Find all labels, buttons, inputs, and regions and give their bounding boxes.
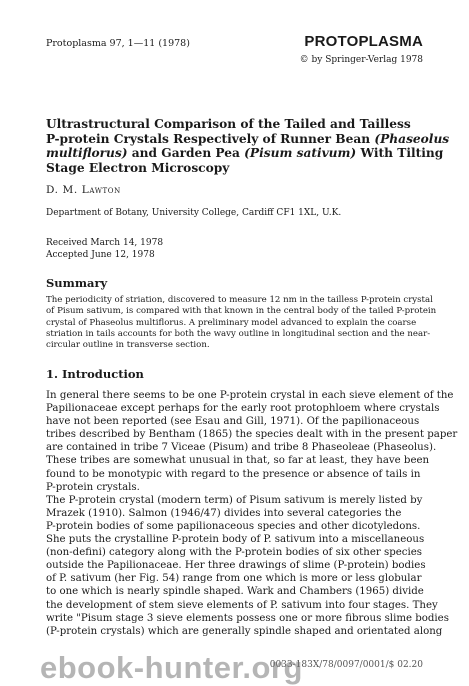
received-date: Received March 14, 1978 [46, 238, 164, 248]
title-line-2: P-protein Crystals Respectively of Runner Bean [46, 131, 375, 146]
summary-line: crystal of Phaseolus multiflorus. A preliminary model advanced to explain the coarse [46, 317, 417, 328]
intro-line: These tribes are somewhat unusual in that, so far at least, they have been [46, 455, 430, 467]
intro-line: P-protein crystals. [46, 481, 140, 493]
introduction-heading: 1. Introduction [46, 367, 144, 381]
intro-line: are contained in tribe 7 Viceae (Pisum) and tribe 8 Phaseoleae (Phaseolus). [46, 442, 437, 454]
summary-line: of Pisum sativum, is compared with that known in the central body of the tailed P-protein [46, 306, 437, 317]
received-accepted-dates [46, 238, 163, 261]
summary-heading: Summary [46, 276, 108, 290]
intro-line: found to be monotypic with regard to the presence or absence of tails in [46, 468, 421, 480]
intro-line: She puts the crystalline P-protein body of P. sativum into a miscellaneous [46, 534, 425, 546]
intro-line: the development of stem sieve elements of P. sativum into four stages. They [46, 599, 438, 611]
intro-line: have not been reported (see Esau and Gill, 1971). Of the papilionaceous [46, 416, 420, 428]
introduction-body [46, 389, 458, 638]
author-text: D. M. Lawton [46, 184, 121, 196]
author-name [46, 184, 121, 196]
title-line-1: Ultrastructural Comparison of the Tailed and Tailless [46, 117, 411, 131]
title-and-garden-pea: and Garden Pea [127, 146, 245, 160]
title-with-tilting: With Tilting [356, 146, 444, 160]
intro-line: (P-protein crystals) which are generally spindle shaped and orientated along [46, 625, 443, 637]
watermark: ebook-hunter.org [40, 650, 303, 685]
intro-line: Papilionaceae except perhaps for the early root protophloem where crystals [46, 403, 440, 415]
author-affiliation: Department of Botany, University College, Cardiff CF1 1XL, U.K. [46, 208, 342, 218]
summary-line: striation in tails accounts for both the wavy outline in longitudinal section and the near- [46, 328, 431, 339]
summary-line: The periodicity of striation, discovered to measure 12 nm in the tailless P-protein crystal [46, 295, 433, 305]
intro-line: write "Pisum stage 3 sieve elements possess one or more fibrous slime bodies [46, 612, 449, 624]
summary-line: circular outline in transverse section. [46, 340, 210, 351]
intro-line: P-protein bodies of some papilionaceous species and other dicotyledons. [46, 520, 421, 532]
copyright-notice: © by Springer-Verlag 1978 [299, 55, 423, 65]
title-line-4: Stage Electron Microscopy [46, 160, 230, 175]
journal-name: PROTOPLASMA [304, 33, 423, 50]
summary-body [46, 295, 437, 351]
intro-line: of P. sativum (her Fig. 54) range from one which is more or less globular [46, 573, 422, 585]
article-title [46, 117, 450, 175]
intro-line: The P-protein crystal (modern term) of Pisum sativum is merely listed by [46, 494, 423, 506]
intro-line: tribes described by Bentham (1865) the species dealt with in the present paper [46, 429, 458, 441]
title-pisum-sativum: (Pisum sativum) [244, 146, 357, 160]
title-genus-phaseolus: (Phaseolus [374, 131, 450, 146]
intro-line: outside the Papilionaceae. Her three drawings of slime (P-protein) bodies [46, 560, 426, 572]
intro-line: In general there seems to be one P-protein crystal in each sieve element of the [46, 390, 454, 401]
intro-line: to one which is nearly spindle shaped. Wark and Chambers (1965) divide [46, 586, 424, 598]
title-species-multiflorus: multiflorus) [46, 146, 128, 160]
intro-line: Mrazek (1910). Salmon (1946/47) divides into several categories the [46, 507, 402, 519]
journal-reference: Protoplasma 97, 1—11 (1978) [46, 38, 190, 49]
footer-code: 0033-183X/78/0097/0001/$ 02.20 [269, 660, 423, 670]
intro-line: (non-defini) category along with the P-protein bodies of six other species [46, 547, 422, 559]
accepted-date: Accepted June 12, 1978 [46, 249, 155, 260]
